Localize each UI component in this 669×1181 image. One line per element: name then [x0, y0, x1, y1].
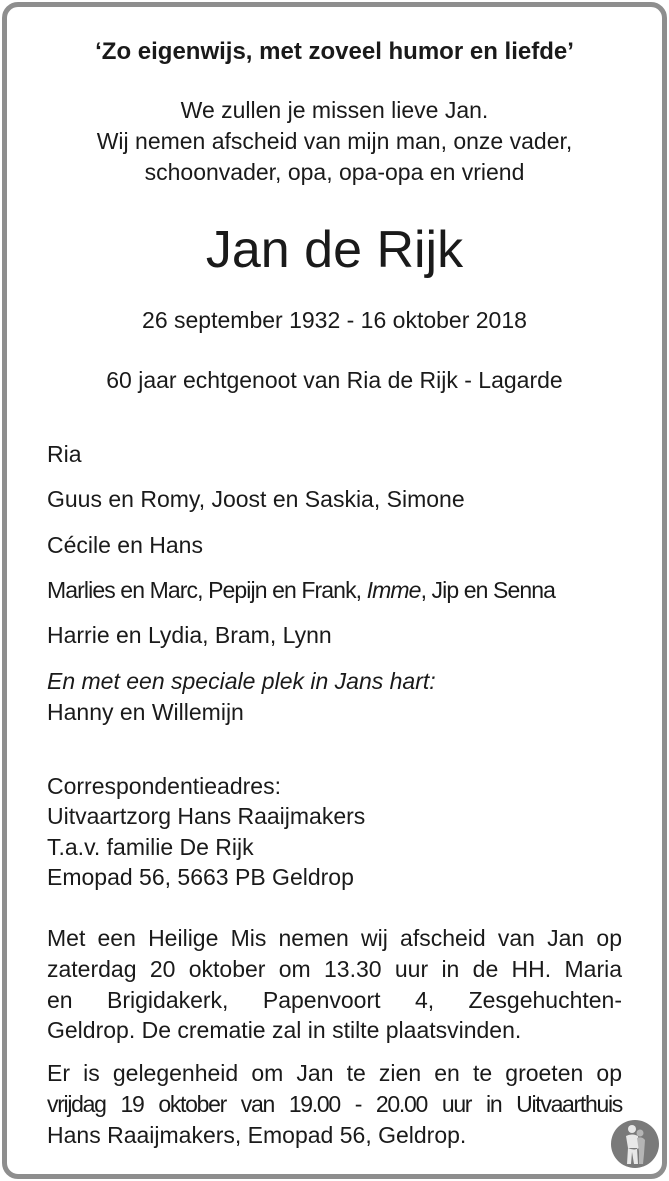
correspondence-line: Emopad 56, 5663 PB Geldrop — [47, 864, 354, 890]
viewing-line: vrijdag 19 oktober van 19.00 - 20.00 uur in Uitvaarthuis — [47, 1091, 622, 1117]
deceased-name: Jan de Rijk — [205, 221, 464, 279]
family-text: Marlies en Marc, Pepijn en Frank, — [47, 577, 367, 603]
heading-quote: ‘Zo eigenwijs, met zoveel humor en liefde’ — [95, 38, 574, 65]
service-line: en Brigidakerk, Papenvoort 4, Zesgehuchten- — [47, 987, 622, 1013]
family-line: Ria — [47, 441, 82, 467]
intro-line: Wij nemen afscheid van mijn man, onze vader, — [96, 128, 573, 154]
service-line: Met een Heilige Mis nemen wij afscheid van Jan op — [47, 925, 622, 951]
family-text-italic: Imme — [366, 577, 421, 603]
family-line — [47, 576, 622, 604]
spouse-line: 60 jaar echtgenoot van Ria de Rijk - Lagarde — [106, 367, 563, 393]
special-place-line: En met een speciale plek in Jans hart: — [47, 668, 436, 694]
service-line: zaterdag 20 oktober om 13.30 uur in de HH. Maria — [47, 956, 622, 982]
family-line: Harrie en Lydia, Bram, Lynn — [47, 622, 332, 648]
family-line: Cécile en Hans — [47, 532, 203, 558]
service-line: Geldrop. De crematie zal in stilte plaatsvinden. — [47, 1017, 522, 1043]
viewing-line: Hans Raaijmakers, Emopad 56, Geldrop. — [47, 1122, 467, 1148]
correspondence-line: T.a.v. familie De Rijk — [47, 834, 254, 860]
intro-line: schoonvader, opa, opa-opa en vriend — [144, 159, 525, 185]
life-dates: 26 september 1932 - 16 oktober 2018 — [142, 307, 527, 333]
family-line: Guus en Romy, Joost en Saskia, Simone — [47, 486, 465, 512]
correspondence-line: Correspondentieadres: — [47, 773, 281, 799]
viewing-line: Er is gelegenheid om Jan te zien en te groeten op — [47, 1060, 622, 1086]
correspondence-line: Uitvaartzorg Hans Raaijmakers — [47, 803, 366, 829]
funeral-home-logo-icon — [611, 1120, 659, 1168]
special-names: Hanny en Willemijn — [47, 699, 244, 725]
family-text: , Jip en Senna — [420, 577, 556, 603]
intro-line: We zullen je missen lieve Jan. — [180, 97, 489, 123]
